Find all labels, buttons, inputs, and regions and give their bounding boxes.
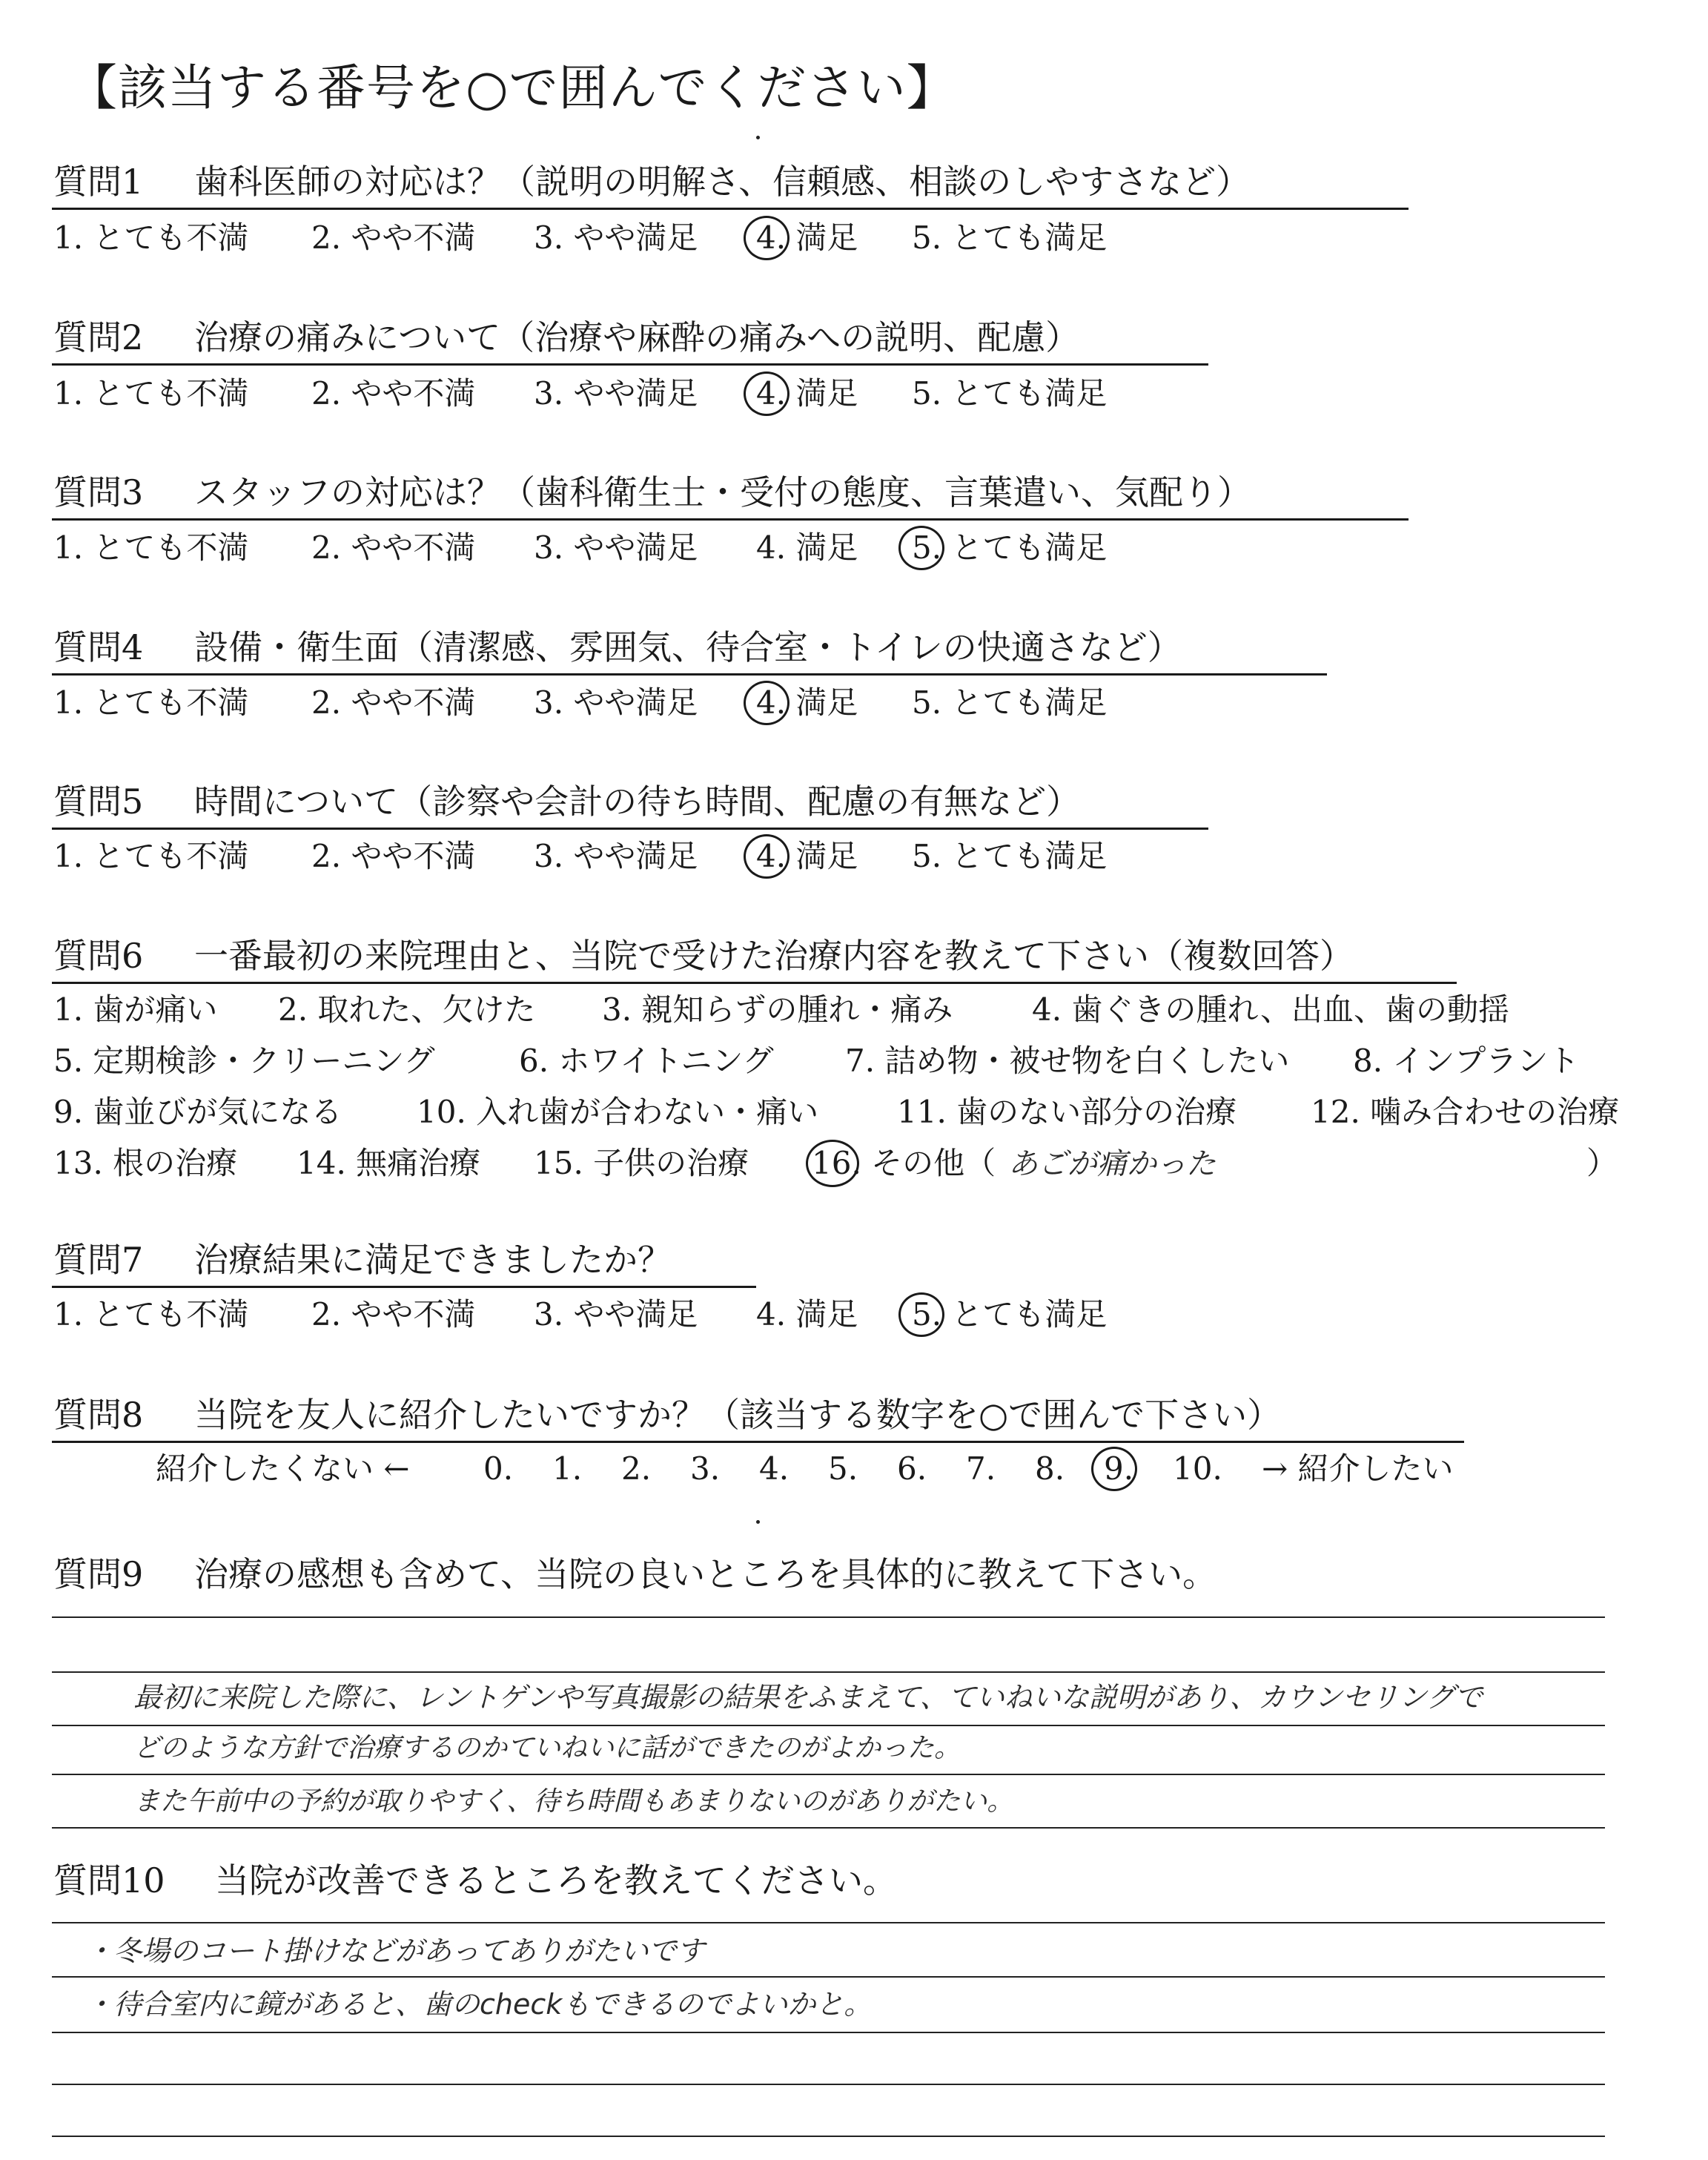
question-2-underline — [52, 363, 1208, 366]
question-9-text: 治療の感想も含めて、当院の良いところを具体的に教えて下さい。 — [194, 1554, 1217, 1594]
q10-answer-line-2: ・待合室内に鏡があると、歯のcheckもできるのでよいかと。 — [85, 1988, 873, 2021]
q1-option-4[interactable]: 4. 満足 — [756, 219, 858, 256]
q3-option-3[interactable]: 3. やや満足 — [534, 529, 698, 566]
q3-selected-circle — [898, 526, 944, 570]
question-3-underline — [52, 518, 1409, 521]
q5-option-3[interactable]: 3. やや満足 — [534, 838, 698, 874]
answer-line — [52, 2084, 1605, 2085]
question-7-label: 質問7 — [53, 1240, 144, 1280]
q6-other-handwritten: あごが痛かった — [1008, 1147, 1216, 1181]
q1-option-2[interactable]: 2. やや不満 — [311, 219, 476, 256]
q5-option-1[interactable]: 1. とても不満 — [53, 838, 249, 874]
q3-option-4[interactable]: 4. 満足 — [756, 529, 858, 566]
question-5-text: 時間について（診察や会計の待ち時間、配慮の有無など） — [194, 782, 1081, 822]
answer-line — [52, 2032, 1605, 2033]
question-1-label: 質問1 — [53, 162, 144, 202]
q8-selected-circle — [1091, 1447, 1137, 1491]
question-10-text: 当院が改善できるところを教えてください。 — [215, 1860, 897, 1900]
q10-answer-line-1: ・冬場のコート掛けなどがあってありがたいです — [85, 1935, 705, 1967]
q6-other-close-paren: ） — [1586, 1145, 1618, 1181]
question-6-label: 質問6 — [53, 936, 144, 976]
q8-option-8[interactable]: 8. — [1035, 1450, 1065, 1487]
q1-option-5[interactable]: 5. とても満足 — [912, 219, 1108, 256]
q4-option-5[interactable]: 5. とても満足 — [912, 684, 1108, 721]
q6-option-1[interactable]: 1. 歯が痛い — [53, 991, 218, 1028]
q2-option-1[interactable]: 1. とても不満 — [53, 375, 249, 412]
q6-option-7[interactable]: 7. 詰め物・被せ物を白くしたい — [845, 1043, 1290, 1079]
question-8-text: 当院を友人に紹介したいですか？（該当する数字を○で囲んで下さい） — [194, 1395, 1282, 1435]
answer-line — [52, 1671, 1605, 1673]
q8-right-label: → 紹介したい — [1262, 1450, 1454, 1487]
q6-selected-circle — [806, 1140, 859, 1187]
q2-option-2[interactable]: 2. やや不満 — [311, 375, 476, 412]
q6-option-13[interactable]: 13. 根の治療 — [53, 1145, 238, 1181]
question-8-underline — [52, 1441, 1464, 1443]
question-3-label: 質問3 — [53, 472, 144, 512]
q6-option-16[interactable]: 16. その他（ — [812, 1145, 996, 1181]
q2-selected-circle — [744, 371, 790, 416]
q8-option-10[interactable]: 10. — [1173, 1450, 1222, 1487]
q7-option-2[interactable]: 2. やや不満 — [311, 1296, 476, 1332]
answer-line — [52, 1725, 1605, 1726]
q4-option-4[interactable]: 4. 満足 — [756, 684, 858, 721]
q8-option-7[interactable]: 7. — [966, 1450, 996, 1487]
q2-option-3[interactable]: 3. やや満足 — [534, 375, 698, 412]
q4-option-2[interactable]: 2. やや不満 — [311, 684, 476, 721]
q1-option-3[interactable]: 3. やや満足 — [534, 219, 698, 256]
q8-option-3[interactable]: 3. — [690, 1450, 721, 1487]
q2-option-4[interactable]: 4. 満足 — [756, 375, 858, 412]
q7-option-4[interactable]: 4. 満足 — [756, 1296, 858, 1332]
q6-option-6[interactable]: 6. ホワイトニング — [519, 1043, 774, 1079]
q4-selected-circle — [744, 681, 790, 725]
q4-option-3[interactable]: 3. やや満足 — [534, 684, 698, 721]
q6-option-10[interactable]: 10. 入れ歯が合わない・痛い — [417, 1094, 819, 1130]
q5-option-4[interactable]: 4. 満足 — [756, 838, 858, 874]
q5-option-2[interactable]: 2. やや不満 — [311, 838, 476, 874]
q7-option-5[interactable]: 5. とても満足 — [912, 1296, 1108, 1332]
q7-selected-circle — [898, 1292, 944, 1337]
q6-option-5[interactable]: 5. 定期検診・クリーニング — [53, 1043, 435, 1079]
stray-dot — [756, 1520, 760, 1524]
q9-answer-line-2: どのような方針で治療するのかていねいに話ができたのがよかった。 — [133, 1733, 961, 1763]
q5-option-5[interactable]: 5. とても満足 — [912, 838, 1108, 874]
question-10-label: 質問10 — [53, 1860, 165, 1900]
question-1-text: 歯科医師の対応は？（説明の明解さ、信頼感、相談のしやすさなど） — [194, 162, 1251, 202]
q7-option-1[interactable]: 1. とても不満 — [53, 1296, 249, 1332]
question-7-underline — [52, 1286, 756, 1288]
stray-dot — [756, 136, 760, 139]
q1-option-1[interactable]: 1. とても不満 — [53, 219, 249, 256]
q3-option-5[interactable]: 5. とても満足 — [912, 529, 1108, 566]
q3-option-2[interactable]: 2. やや不満 — [311, 529, 476, 566]
q6-option-4[interactable]: 4. 歯ぐきの腫れ、出血、歯の動揺 — [1032, 991, 1509, 1028]
question-9-label: 質問9 — [53, 1554, 144, 1594]
q6-option-12[interactable]: 12. 噛み合わせの治療 — [1311, 1094, 1620, 1130]
q8-option-9[interactable]: 9. — [1104, 1450, 1134, 1487]
question-2-label: 質問2 — [53, 317, 144, 357]
q2-option-5[interactable]: 5. とても満足 — [912, 375, 1108, 412]
q3-option-1[interactable]: 1. とても不満 — [53, 529, 249, 566]
q8-option-4[interactable]: 4. — [759, 1450, 790, 1487]
q4-option-1[interactable]: 1. とても不満 — [53, 684, 249, 721]
q8-left-label: 紹介したくない ← — [156, 1450, 410, 1487]
question-1-underline — [52, 208, 1409, 210]
q6-option-3[interactable]: 3. 親知らずの腫れ・痛み — [602, 991, 953, 1028]
question-6-text: 一番最初の来院理由と、当院で受けた治療内容を教えて下さい（複数回答） — [194, 936, 1354, 976]
answer-line — [52, 1774, 1605, 1775]
answer-line — [52, 1922, 1605, 1923]
q8-option-1[interactable]: 1. — [552, 1450, 583, 1487]
question-8-label: 質問8 — [53, 1395, 144, 1435]
q6-option-15[interactable]: 15. 子供の治療 — [534, 1145, 749, 1181]
answer-line — [52, 1976, 1605, 1978]
question-5-label: 質問5 — [53, 782, 144, 822]
q6-option-11[interactable]: 11. 歯のない部分の治療 — [897, 1094, 1237, 1130]
question-2-text: 治療の痛みについて（治療や麻酔の痛みへの説明、配慮） — [194, 317, 1080, 357]
question-7-text: 治療結果に満足できましたか？ — [194, 1240, 672, 1280]
question-3-text: スタッフの対応は？（歯科衛生士・受付の態度、言葉遣い、気配り） — [194, 472, 1251, 512]
question-4-text: 設備・衛生面（清潔感、雰囲気、待合室・トイレの快適さなど） — [194, 627, 1182, 667]
question-5-underline — [52, 828, 1208, 830]
answer-line — [52, 1616, 1605, 1618]
q8-option-5[interactable]: 5. — [828, 1450, 858, 1487]
question-4-underline — [52, 673, 1327, 676]
q9-answer-line-3: また午前中の予約が取りやすく、待ち時間もあまりないのがありがたい。 — [133, 1786, 1014, 1817]
q9-answer-line-1: 最初に来院した際に、レントゲンや写真撮影の結果をふまえて、ていねいな説明があり、カウンセリングで — [133, 1681, 1483, 1714]
q8-option-2[interactable]: 2. — [621, 1450, 652, 1487]
q1-selected-circle — [744, 216, 790, 260]
q6-option-2[interactable]: 2. 取れた、欠けた — [278, 991, 536, 1028]
answer-line — [52, 1827, 1605, 1829]
q6-option-14[interactable]: 14. 無痛治療 — [297, 1145, 481, 1181]
q8-option-0[interactable]: 0. — [483, 1450, 514, 1487]
q6-option-8[interactable]: 8. インプラント — [1353, 1043, 1580, 1079]
page-title: 【該当する番号を○で囲んでください】 — [68, 59, 956, 116]
question-4-label: 質問4 — [53, 627, 144, 667]
q5-selected-circle — [744, 834, 790, 879]
answer-line — [52, 2136, 1605, 2137]
question-6-underline — [52, 982, 1457, 984]
q7-option-3[interactable]: 3. やや満足 — [534, 1296, 698, 1332]
q8-option-6[interactable]: 6. — [897, 1450, 927, 1487]
q6-option-9[interactable]: 9. 歯並びが気になる — [53, 1094, 342, 1130]
